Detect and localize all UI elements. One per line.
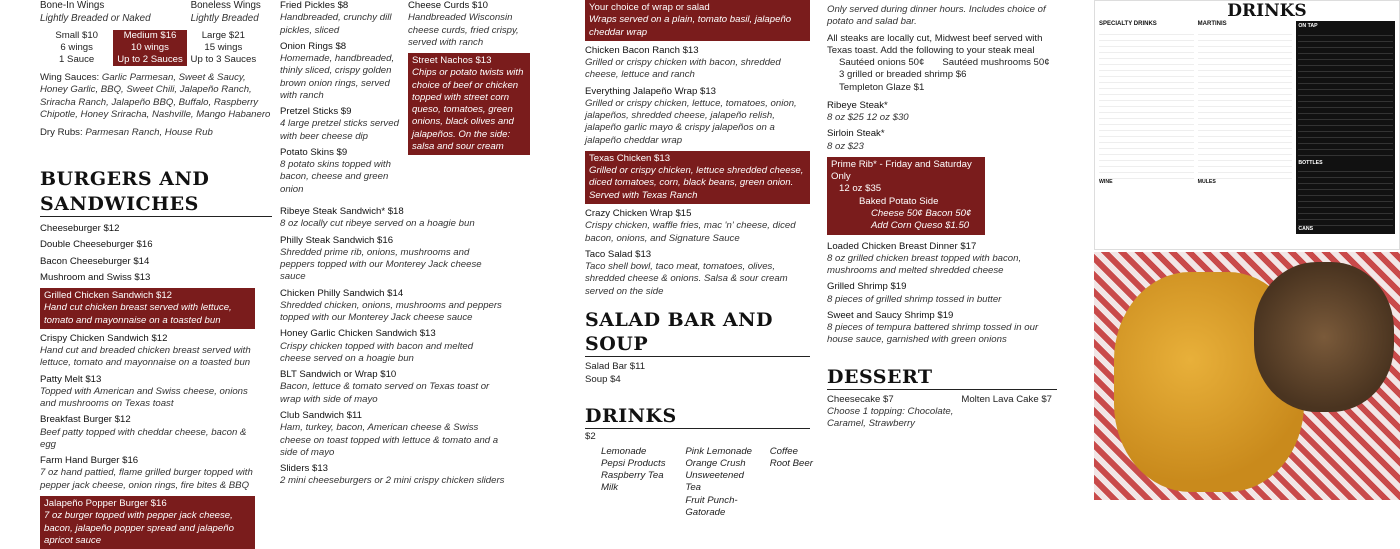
soup: Soup $4 (585, 373, 621, 385)
menu-item-desc: Handbreaded, crunchy dill pickles, sliced (280, 12, 392, 36)
menu-item-title: Taco Salad $13 (585, 248, 652, 260)
drink-item: Fruit Punch- Gatorade (685, 494, 738, 518)
menu-item (280, 0, 400, 37)
menu-item-title: Crazy Chicken Wrap $15 (585, 207, 692, 219)
food-photo (1094, 252, 1400, 500)
dinners-list (827, 241, 1065, 347)
menu-item (40, 333, 255, 370)
menu-item-desc: Grilled or crispy chicken, lettuce shredded cheese, diced tomatoes, corn, black beans, green onion. Served with Texas Ranch (589, 165, 804, 201)
menu-item-title: Potato Skins $9 (280, 146, 348, 158)
drink-item: Lemonade (601, 445, 647, 457)
menu-item (280, 410, 505, 459)
wraps-list (585, 0, 810, 298)
boneless-desc: Lightly Breaded (190, 12, 259, 24)
menu-item (585, 86, 810, 147)
menu-item-desc: 8 oz locally cut ribeye served on a hoagie bun (280, 218, 475, 230)
menu-item-desc: Crispy chicken topped with bacon and melted cheese served on a hoagie bun (280, 340, 474, 364)
menu-item-desc: Taco shell bowl, taco meat, tomatoes, olives, shredded cheese & onions. Salsa & sour cream served on the side (585, 261, 788, 297)
menu-item-title: Everything Jalapeño Wrap $13 (585, 85, 717, 97)
wing-sauces: Wing Sauces: Garlic Parmesan, Sweet & Saucy, Honey Garlic, BBQ, Sweet Chili, Jalapeño Ranch, Sriracha Ranch, Jalapeño BBQ, Buffalo, Raspberry Chipotle, Honey Sriracha, Nashville, Mango Habanero (40, 72, 271, 120)
drink-item: Pink Lemonade (685, 445, 753, 457)
menu-item-desc: 8 pieces of tempura battered shrimp tossed in our house sauce, garnished with green onions (827, 322, 1039, 346)
menu-item-title: Philly Steak Sandwich $16 (280, 234, 394, 246)
menu-item (40, 496, 255, 549)
dessert-items: Cheesecake $7 Molten Lava Cake $7 (827, 393, 1052, 405)
menu-item-title: Farm Hand Burger $16 (40, 455, 139, 467)
menu-item-desc: Grilled or crispy chicken, lettuce, tomatoes, onion, jalapeños, shredded cheese, jalapeño relish, jalapeño garlic mayo & crispy jalapeños on a jalapeño cheddar wrap (585, 97, 797, 146)
steak-addons (839, 57, 1065, 94)
menu-item-desc: 8 oz $25 12 oz $30 (827, 112, 909, 124)
menu-item (280, 147, 400, 196)
menu-item-title: Jalapeño Popper Burger $16 (44, 498, 167, 510)
menu-item (40, 374, 255, 411)
steaks-intro: Only served during dinner hours. Includes choice of potato and salad bar. (827, 4, 1046, 28)
salad-heading: SALAD BAR AND SOUP (585, 308, 810, 358)
menu-item-desc: 8 oz $23 (827, 140, 864, 152)
menu-item-desc: Wraps served on a plain, tomato basil, jalapeño cheddar wrap (589, 14, 792, 38)
menu-item-desc: Homemade, handbreaded, thinly sliced, crispy golden brown onion rings, served with ranch (280, 53, 395, 101)
menu-item (280, 369, 505, 406)
menu-item-desc: 7 oz hand pattied, flame grilled burger topped with pepper jack cheese, onion rings, fire bites & BBQ (40, 467, 253, 491)
menu-item (40, 272, 255, 284)
menu-item-title: Cheese Curds $10 (408, 0, 488, 11)
drink-item: Coffee (769, 445, 798, 457)
salad-bar: Salad Bar $11 (585, 361, 646, 373)
bone-in-desc: Lightly Breaded or Naked (40, 12, 151, 24)
wing-sizes (40, 30, 260, 66)
drink-item: Milk (601, 482, 619, 494)
menu-item-title: Double Cheeseburger $16 (40, 239, 153, 251)
menu-item (585, 249, 810, 298)
column-steaks (827, 0, 1065, 500)
wing-size-medium[interactable]: Medium $16 10 wings Up to 2 Sauces (113, 30, 186, 66)
menu-item-title: Street Nachos $13 (412, 55, 492, 67)
menu-item-desc: Handbreaded Wisconsin cheese curds, fried crispy, served with ranch (408, 12, 519, 48)
steaks-list (827, 100, 1065, 153)
drinks-price: $2 (585, 431, 596, 443)
menu-item-title: Honey Garlic Chicken Sandwich $13 (280, 328, 436, 340)
appetizers-list (280, 0, 400, 200)
menu-item (40, 256, 255, 268)
menu-item-desc: Bacon, lettuce & tomato served on Texas toast or wrap with side of mayo (280, 381, 490, 405)
menu-item-title: Mushroom and Swiss $13 (40, 271, 151, 283)
menu-item-title: Sliders $13 (280, 463, 328, 475)
menu-item-desc: 8 potato skins topped with bacon, cheese and green onion (280, 159, 391, 195)
dry-rubs: Dry Rubs: Parmesan Ranch, House Rub (40, 127, 213, 139)
wing-size-large[interactable]: Large $21 15 wings Up to 3 Sauces (190, 30, 257, 66)
menu-item-title: Bacon Cheeseburger $14 (40, 255, 150, 267)
dessert-desc: Choose 1 topping: Chocolate, Caramel, Strawberry (827, 406, 954, 430)
burgers-list (40, 223, 255, 549)
steak-addon: Sautéed mushrooms 50¢ (942, 57, 1050, 69)
menu-item-desc: Beef patty topped with cheddar cheese, bacon & egg (40, 426, 247, 450)
menu-item-title: Grilled Chicken Sandwich $12 (44, 290, 172, 302)
menu-item (40, 223, 255, 235)
menu-item-desc: 8 pieces of grilled shrimp tossed in butter (827, 293, 1002, 305)
menu-item (827, 100, 1065, 125)
menu-item-title: Loaded Chicken Breast Dinner $17 (827, 240, 977, 252)
menu-item-desc: Hand cut and breaded chicken breast served with lettuce, tomato and mayonnaise on a toasted bun (40, 345, 251, 369)
menu-item (280, 106, 400, 143)
menu-item-title: Cheeseburger $12 (40, 222, 120, 234)
sandwich-meat (1254, 262, 1394, 412)
dessert-heading: DESSERT (827, 365, 1057, 390)
menu-item (827, 128, 1065, 153)
menu-item-desc: Ham, turkey, bacon, American cheese & Swiss cheese on toast topped with lettuce & tomato and a side of mayo (280, 422, 499, 458)
menu-item-title: Chicken Philly Sandwich $14 (280, 287, 404, 299)
menu-item (280, 463, 505, 488)
drinks-list (601, 446, 815, 520)
menu-item-title: BLT Sandwich or Wrap $10 (280, 369, 397, 381)
drinks-board: DRINKS SPECIALTY DRINKS WINE MARTINIS MULES ON TAP BOTTLES CANS (1094, 0, 1400, 250)
menu-item (280, 206, 505, 231)
wing-size-small[interactable]: Small $10 6 wings 1 Sauce (55, 30, 98, 66)
drink-item: Root Beer (769, 457, 813, 469)
bone-in-title: Bone-In Wings (40, 0, 105, 11)
menu-item (408, 0, 530, 49)
menu-item-title: Onion Rings $8 (280, 40, 347, 52)
menu-item (827, 241, 1065, 278)
menu-item-desc: Shredded chicken, onions, mushrooms and peppers topped with our Monterey Jack cheese sauce (280, 299, 502, 324)
menu-item (585, 151, 810, 204)
menu-item-title: Sirloin Steak* (827, 128, 885, 140)
drinks-heading: DRINKS (585, 404, 810, 429)
menu-item-desc: 2 mini cheeseburgers or 2 mini crispy chicken sliders (280, 475, 505, 487)
menu-item (585, 0, 810, 41)
steak-addon: Sautéed onions 50¢ (839, 57, 925, 69)
wings-types (40, 0, 270, 25)
menu-item-desc: 7 oz burger topped with pepper jack cheese, bacon, jalapeño popper spread and jalapeño apricot sauce (44, 510, 234, 546)
menu-item-title: Pretzel Sticks $9 (280, 106, 352, 118)
menu-item (280, 235, 505, 284)
prime-rib-box: Prime Rib* - Friday and Saturday Only 12 oz $35 Baked Potato Side Cheese 50¢ Bacon 50¢ Add Corn Queso $1.50 (827, 157, 985, 235)
menu-item-desc: Hand cut chicken breast served with lettuce, tomato and mayonnaise on a toasted bun (44, 302, 232, 326)
menu-item (40, 414, 255, 451)
board-title: DRINKS (1227, 1, 1307, 21)
steak-addon: Templeton Glaze $1 (839, 81, 925, 93)
menu-item (40, 239, 255, 251)
menu-item-title: Chicken Bacon Ranch $13 (585, 44, 699, 56)
menu-item-title: Breakfast Burger $12 (40, 414, 131, 426)
menu-item-title: Ribeye Steak Sandwich* $18 (280, 205, 404, 217)
menu-item-title: Texas Chicken $13 (589, 152, 671, 164)
menu-item (40, 288, 255, 329)
sandwiches-list (280, 206, 505, 488)
boneless-title: Boneless Wings (190, 0, 261, 11)
menu-item (827, 310, 1065, 347)
burgers-heading: BURGERS AND SANDWICHES (40, 167, 272, 217)
appetizers-list-2 (408, 0, 530, 200)
menu-item-title: Crispy Chicken Sandwich $12 (40, 332, 168, 344)
menu-item-title: Club Sandwich $11 (280, 409, 362, 421)
menu-item-title: Patty Melt $13 (40, 373, 102, 385)
menu-item (40, 455, 255, 492)
column-wings-burgers (0, 0, 271, 546)
menu-item-desc: 8 oz grilled chicken breast topped with bacon, mushrooms and melted shredded cheese (827, 252, 1022, 277)
menu-item-desc: Topped with American and Swiss cheese, onions and mushrooms on Texas toast (40, 385, 248, 410)
drink-item: Pepsi Products (601, 457, 666, 469)
drink-item: Unsweetened Tea (685, 470, 745, 494)
menu-item-desc: Chips or potato twists with choice of beef or chicken topped with street corn queso, tomatoes, green onions, black olives and jalapeños. On the side: salsa and sour cream (412, 67, 524, 152)
menu-item (827, 281, 1065, 306)
menu-item (408, 53, 530, 155)
menu-item (280, 328, 505, 365)
menu-item-title: Your choice of wrap or salad (589, 2, 710, 13)
menu-item-title: Sweet and Saucy Shrimp $19 (827, 309, 954, 321)
column-apps-sandwiches (280, 0, 530, 500)
drink-item: Raspberry Tea (601, 470, 664, 482)
menu-item-desc: 4 large pretzel sticks served with beer cheese dip (280, 118, 399, 142)
menu-item (280, 41, 400, 102)
steaks-note: All steaks are locally cut, Midwest beef served with Texas toast. Add the following to your steak meal (827, 32, 1043, 56)
menu-item-title: Grilled Shrimp $19 (827, 281, 907, 293)
menu-item-title: Ribeye Steak* (827, 99, 888, 111)
menu-item-desc: Crispy chicken, waffle fries, mac 'n' cheese, diced bacon, onions, and Signature Sauce (585, 220, 796, 244)
menu-item-desc: Shredded prime rib, onions, mushrooms and peppers topped with our Monterey Jack cheese sauce (280, 246, 482, 283)
menu-item-desc: Grilled or crispy chicken with bacon, shredded cheese, lettuce and ranch (585, 57, 781, 81)
column-wraps-salad (585, 0, 815, 518)
drink-item: Orange Crush (685, 457, 746, 469)
steak-addon: 3 grilled or breaded shrimp $6 (839, 69, 967, 81)
menu-item (585, 45, 810, 82)
menu-item (585, 208, 810, 245)
menu-item-title: Fried Pickles $8 (280, 0, 349, 11)
menu-item (280, 288, 505, 325)
